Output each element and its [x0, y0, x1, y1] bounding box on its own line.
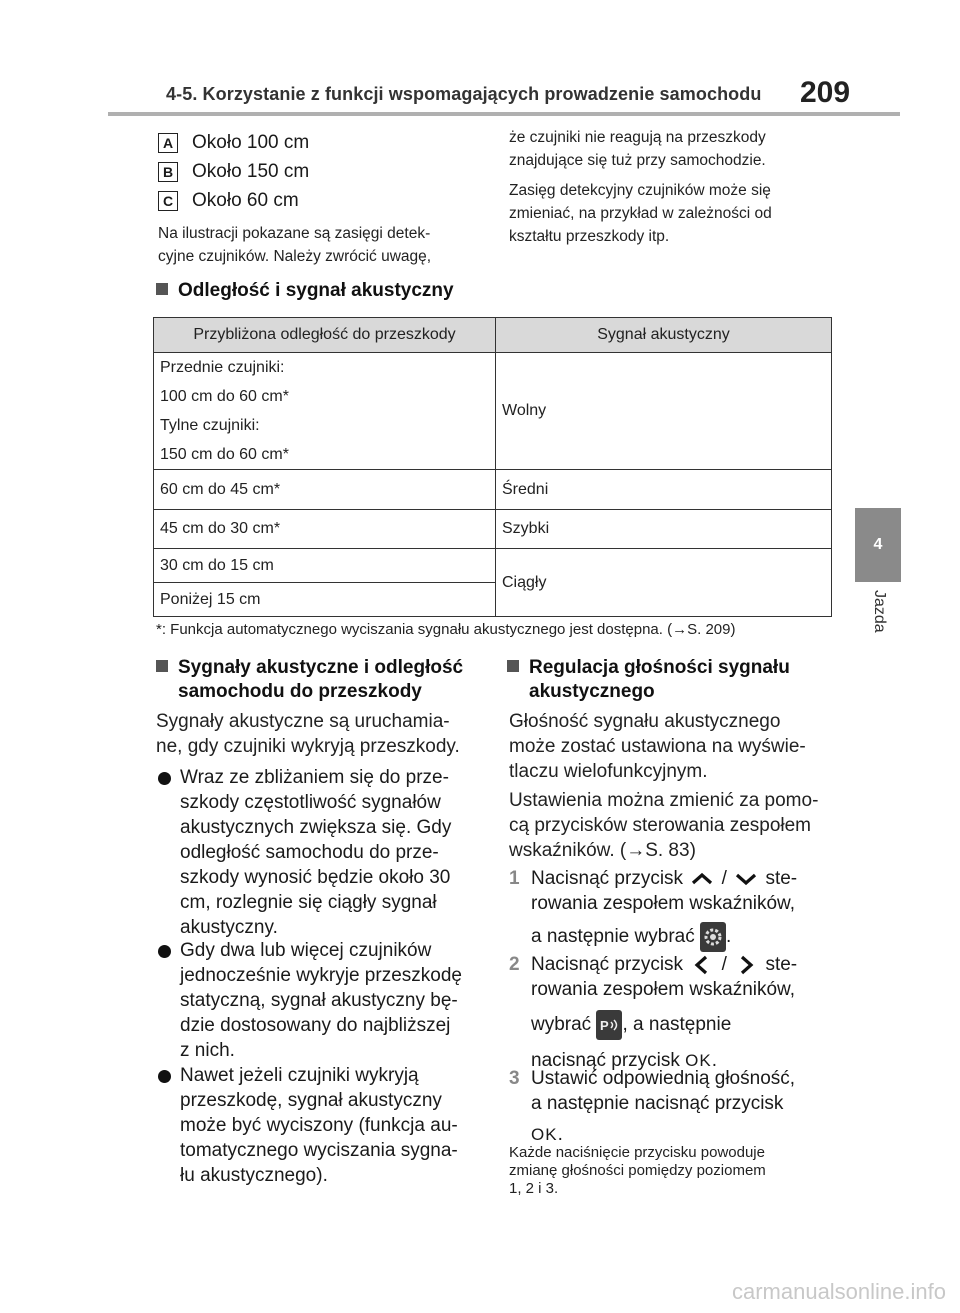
square-bullet-icon: [156, 283, 168, 295]
square-bullet-icon: [156, 660, 168, 672]
step-text: ste-: [765, 868, 798, 889]
table-cell: Szybki: [496, 510, 832, 549]
bullet-line: z nich.: [180, 1040, 235, 1061]
right-section-title: [507, 656, 837, 704]
intro-right-line: kształtu przeszkody itp.: [509, 228, 670, 245]
distance-signal-table: [153, 317, 832, 617]
note-line: zmianę głośności pomiędzy poziomem: [509, 1162, 766, 1179]
intro-right-line: że czujniki nie reagują na przeszkody: [509, 129, 766, 146]
intro-right-line: znajdujące się tuż przy samochodzie.: [509, 152, 766, 169]
chevron-down-icon: [732, 868, 760, 890]
bullet-line: statyczną, sygnał akustyczny bę-: [180, 990, 458, 1011]
distance-b-text: Około 150 cm: [192, 161, 310, 182]
marker-c: C: [158, 191, 178, 211]
distance-c-text: Około 60 cm: [192, 190, 299, 211]
bullet-dot-icon: [158, 1070, 171, 1083]
bullet-item: [158, 938, 498, 1063]
bullet-line: dzie dostosowany do najbliższej: [180, 1015, 451, 1036]
bullet-line: szkody wynosić będzie około 30: [180, 867, 451, 888]
bullet-line: akustyczny.: [180, 917, 278, 938]
step-text: Nacisnąć przycisk: [531, 868, 684, 889]
step-text: /: [721, 954, 727, 975]
step-text: rowania zespołem wskaźników,: [531, 979, 796, 1000]
chevron-left-icon: [688, 954, 716, 976]
step-text: wybrać: [531, 1014, 592, 1036]
ok-button-icon: OK: [685, 1051, 712, 1070]
intro-right: [509, 126, 839, 248]
step-text: Nacisnąć przycisk: [531, 954, 684, 975]
table-header: Przybliżona odległość do przeszkody: [154, 318, 496, 353]
intro-left-line: Na ilustracji pokazane są zasięgi detek-: [158, 225, 431, 242]
step-text: ste-: [765, 954, 798, 975]
bullet-line: cm, rozlegnie się ciągły sygnał: [180, 892, 437, 913]
front-sensors-label: Przednie czujniki:: [160, 359, 285, 376]
table-cell: 60 cm do 45 cm*: [154, 470, 496, 510]
right-p1-line: Głośność sygnału akustycznego: [509, 711, 781, 732]
note-line: 1, 2 i 3.: [509, 1180, 559, 1197]
step-text: .: [726, 926, 732, 948]
rear-sensors-label: Tylne czujniki:: [160, 417, 260, 434]
bullet-line: tomatycznego wyciszania sygna-: [180, 1140, 458, 1161]
table-section-title: [156, 279, 454, 303]
front-sensors-range: 100 cm do 60 cm*: [160, 388, 289, 405]
left-title-line: samochodu do przeszkody: [178, 681, 422, 702]
right-title-line: Regulacja głośności sygnału: [529, 657, 790, 678]
header-rule: [108, 112, 900, 116]
step-text: a następnie wybrać: [531, 926, 695, 948]
step-text: .: [557, 1124, 563, 1145]
table-row: [154, 510, 832, 549]
table-cell: Wolny: [496, 353, 832, 470]
step-number: 3: [509, 1068, 520, 1089]
bullet-dot-icon: [158, 945, 171, 958]
left-intro-line: ne, gdy czujniki wykryją przeszkody.: [156, 736, 460, 757]
step-number: 1: [509, 868, 520, 889]
step-text: , a następnie: [622, 1014, 732, 1036]
chapter-tab: 4: [855, 508, 901, 582]
table-footnote: *: Funkcja automatycznego wyciszania sygnału akustycznego jest dostępna. (→S. 209): [156, 621, 736, 638]
table-row: [154, 470, 832, 510]
table-cell: 45 cm do 30 cm*: [154, 510, 496, 549]
table-cell: 30 cm do 15 cm: [154, 549, 496, 583]
bullet-line: przeszkodę, sygnał akustyczny: [180, 1090, 442, 1111]
right-title-line: akustycznego: [529, 681, 655, 702]
square-bullet-icon: [507, 660, 519, 672]
table-header: Sygnał akustyczny: [496, 318, 832, 353]
bullet-line: Gdy dwa lub więcej czujników: [180, 940, 432, 961]
table-cell: [154, 353, 496, 470]
ok-button-icon: OK: [531, 1125, 558, 1144]
page-number: 209: [800, 76, 851, 109]
intro-left: [158, 222, 488, 268]
bullet-line: może być wyciszony (funkcja au-: [180, 1115, 458, 1136]
bullet-line: akustycznych zwiększa się. Gdy: [180, 817, 452, 838]
table-cell: Poniżej 15 cm: [154, 583, 496, 617]
bullet-line: łu akustycznego).: [180, 1165, 328, 1186]
intro-left-line: cyjne czujników. Należy zwrócić uwagę,: [158, 248, 432, 265]
bullet-line: jednocześnie wykryje przeszkodę: [180, 965, 462, 986]
left-section-title: [156, 656, 496, 704]
settings-gear-icon: [700, 922, 726, 952]
step-number: 2: [509, 954, 520, 975]
parking-sensor-volume-icon: [596, 1010, 622, 1040]
step-text: /: [721, 868, 727, 889]
left-intro-line: Sygnały akustyczne są uruchamia-: [156, 711, 450, 732]
right-p2-line: wskaźników. (→S. 83): [509, 840, 696, 861]
right-p2-line: cą przycisków sterowania zespołem: [509, 815, 812, 836]
chapter-tab-label: [866, 590, 890, 650]
right-p2-line: Ustawienia można zmienić za pomo-: [509, 790, 819, 811]
table-cell: Średni: [496, 470, 832, 510]
intro-right-line: Zasięg detekcyjny czujników może się: [509, 182, 771, 199]
table-row: [154, 353, 832, 470]
chapter-label-text: Jazda: [871, 590, 888, 633]
marker-a: A: [158, 133, 178, 153]
table-cell: Ciągły: [496, 549, 832, 617]
bullet-line: odległość samochodu do prze-: [180, 842, 439, 863]
step-text: a następnie nacisnąć przycisk: [531, 1093, 784, 1114]
bullet-line: Wraz ze zbliżaniem się do prze-: [180, 767, 449, 788]
svg-text:P: P: [600, 1018, 610, 1033]
table-section-title-text: Odległość i sygnał akustyczny: [178, 280, 454, 301]
left-intro: [156, 709, 496, 759]
distance-a: [158, 130, 309, 156]
rear-sensors-range: 150 cm do 60 cm*: [160, 446, 289, 463]
step-text: rowania zespołem wskaźników,: [531, 893, 796, 914]
chevron-up-icon: [688, 868, 716, 890]
table-row: [154, 549, 832, 583]
intro-right-line: zmieniać, na przykład w zależności od: [509, 205, 772, 222]
step-2: [509, 952, 829, 1073]
distance-a-text: Około 100 cm: [192, 132, 310, 153]
step-3: [509, 1066, 829, 1147]
bullet-line: szkody częstotliwość sygnałów: [180, 792, 441, 813]
volume-note: [509, 1144, 839, 1198]
bullet-dot-icon: [158, 772, 171, 785]
bullet-item: [158, 1063, 498, 1188]
chevron-right-icon: [732, 954, 760, 976]
table-header-row: [154, 318, 832, 353]
right-p2: [509, 788, 839, 863]
marker-b: B: [158, 162, 178, 182]
note-line: Każde naciśnięcie przycisku powoduje: [509, 1144, 765, 1161]
bullet-line: Nawet jeżeli czujniki wykryją: [180, 1065, 419, 1086]
section-title: 4-5. Korzystanie z funkcji wspomagających prowadzenie samochodu: [166, 84, 762, 104]
watermark: carmanualsonline.info: [731, 1279, 946, 1304]
step-text: nacisnąć przycisk: [531, 1050, 680, 1071]
bullet-item: [158, 765, 498, 940]
step-1: [509, 866, 829, 952]
distance-c: [158, 188, 299, 214]
right-p1-line: może zostać ustawiona na wyświe-: [509, 736, 806, 757]
right-p1: [509, 709, 839, 784]
distance-b: [158, 159, 309, 185]
right-p1-line: tlaczu wielofunkcyjnym.: [509, 761, 708, 782]
step-text: .: [711, 1050, 718, 1071]
left-title-line: Sygnały akustyczne i odległość: [178, 657, 464, 678]
step-text: Ustawić odpowiednią głośność,: [531, 1068, 796, 1089]
